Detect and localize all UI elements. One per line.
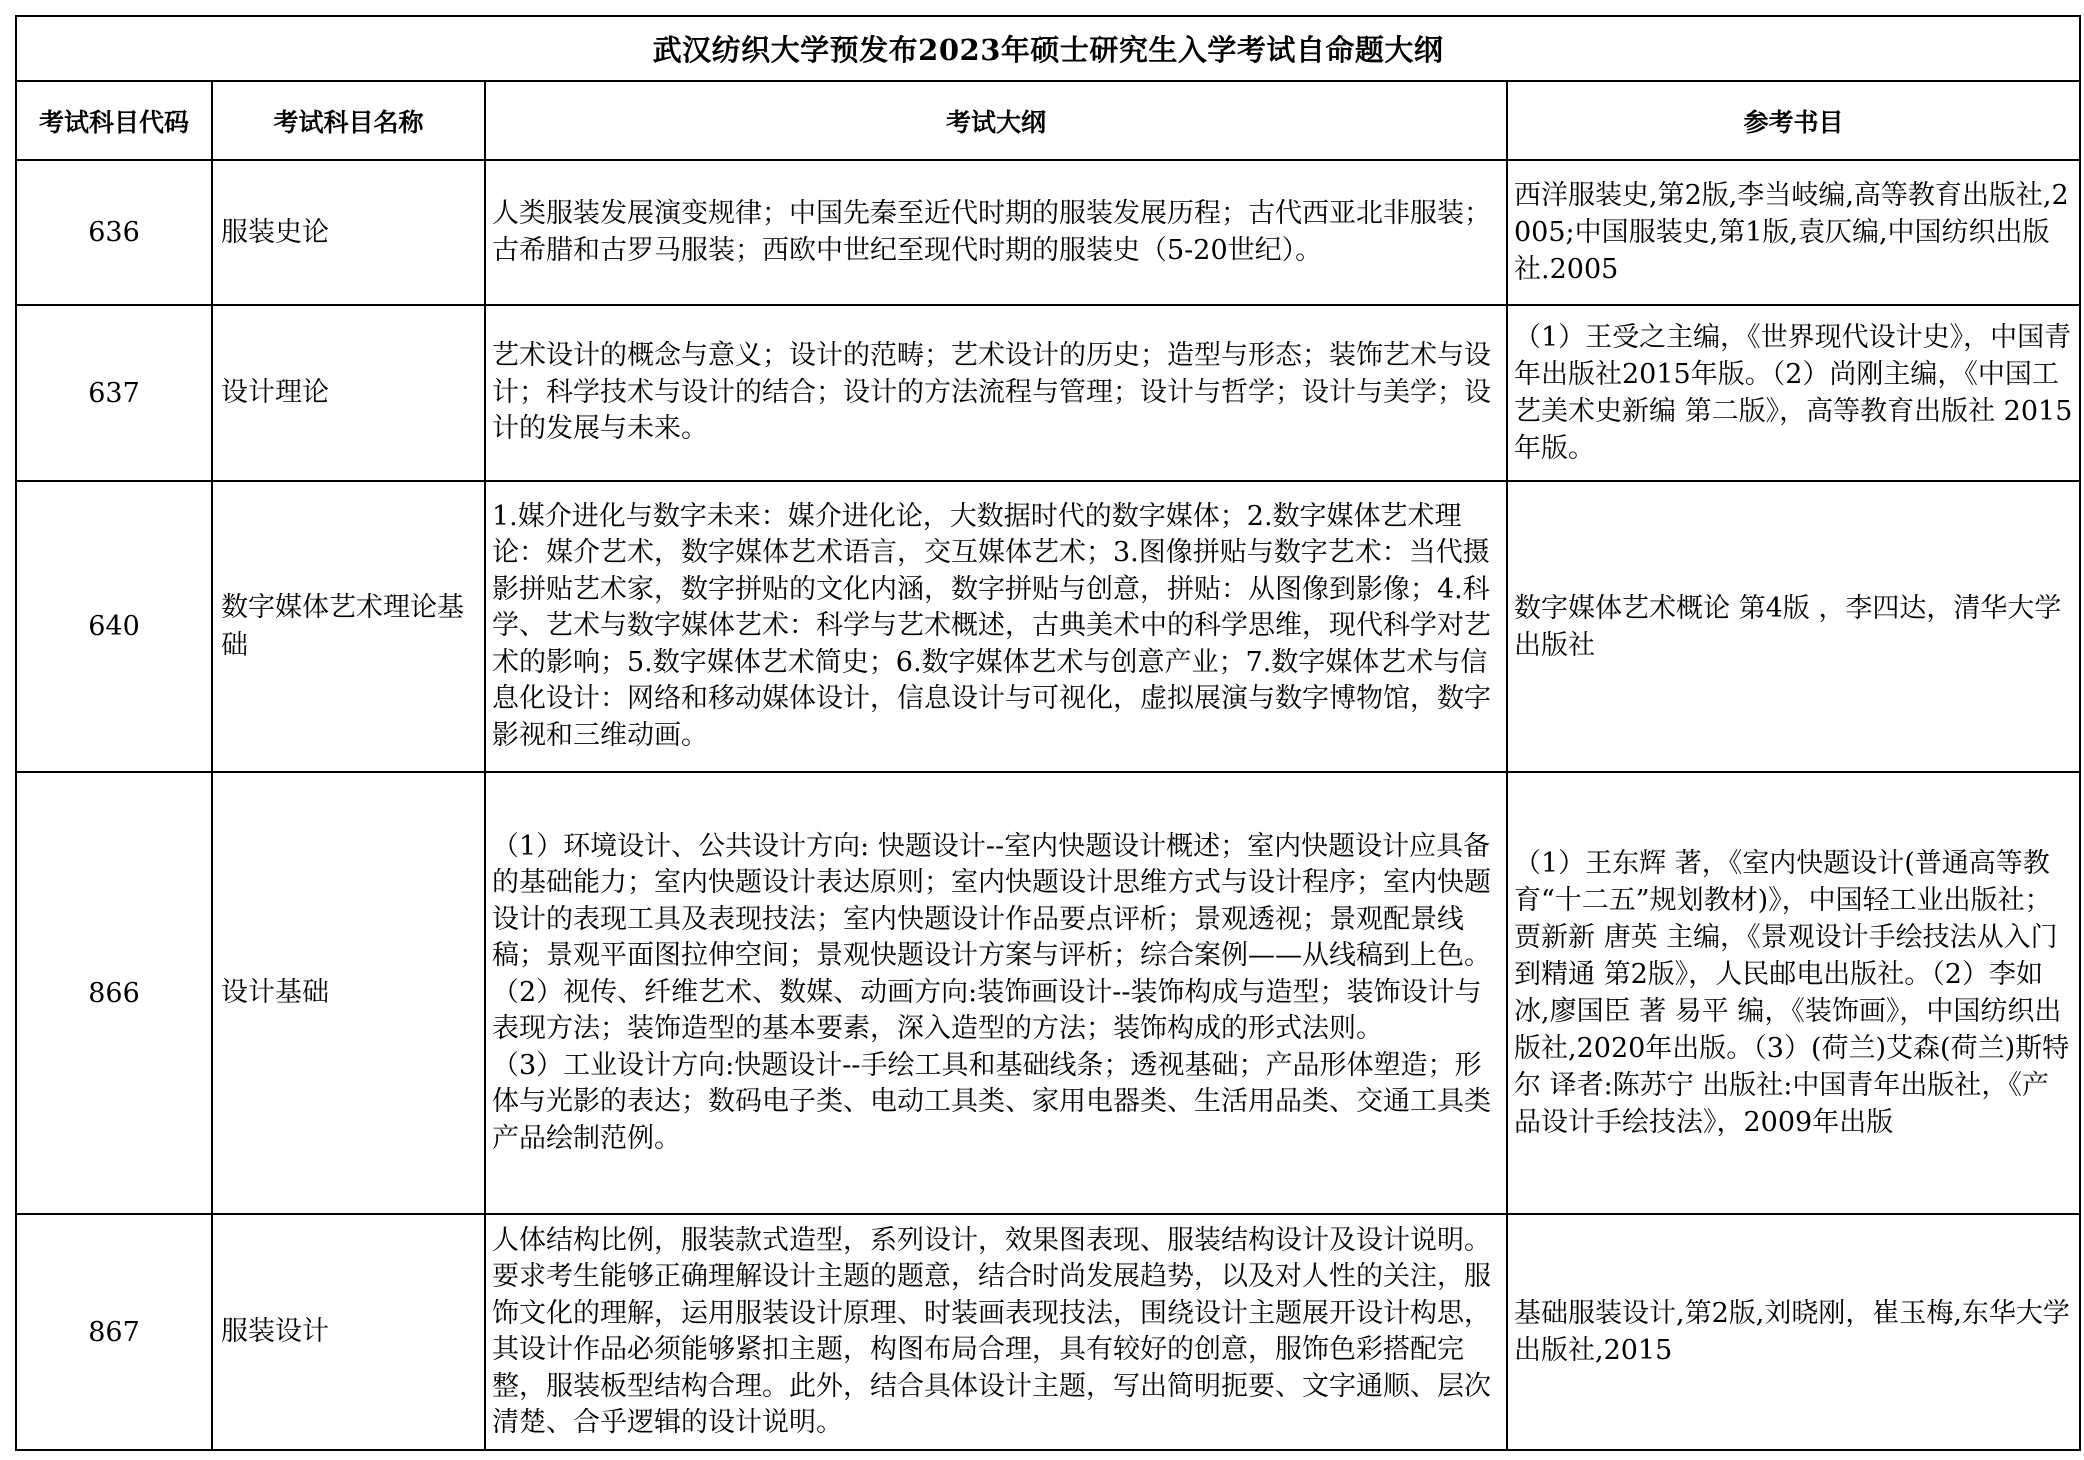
subject-name: 服装设计 xyxy=(212,1214,485,1450)
outline-paragraph: 1.媒介进化与数字未来：媒介进化论，大数据时代的数字媒体；2.数字媒体艺术理论：媒介艺术，数字媒体艺术语言，交互媒体艺术；3.图像拼贴与数字艺术：当代摄影拼贴艺术家，数字拼贴的文化内涵，数字拼贴与创意，拼贴：从图像到影像；4.科学、艺术与数字媒体艺术：科学与艺术概述，古典美术中的科学思维，现代科学对艺术的影响；5.数字媒体艺术简史；6.数字媒体艺术与创意产业；7.数字媒体艺术与信息化设计：网络和移动媒体设计，信息设计与可视化，虚拟展演与数字博物馆，数字影视和三维动画。 xyxy=(492,500,1491,751)
outline-paragraph: （2）视传、纤维艺术、数媒、动画方向:装饰画设计--装饰构成与造型；装饰设计与表现方法；装饰造型的基本要素，深入造型的方法；装饰构成的形式法则。 xyxy=(492,976,1482,1045)
reference-books xyxy=(1507,481,2080,772)
table-row xyxy=(16,305,2080,481)
exam-outline xyxy=(485,481,1507,772)
reference-text: 基础服装设计,第2版,刘晓刚，崔玉梅,东华大学出版社,2015 xyxy=(1514,1298,2070,1366)
subject-code: 867 xyxy=(16,1214,212,1450)
reference-books xyxy=(1507,772,2080,1214)
reference-text: 数字媒体艺术概论 第4版 ，李四达，清华大学出版社 xyxy=(1514,592,2062,661)
reference-text: 西洋服装史,第2版,李当岐编,高等教育出版社,2005;中国服装史,第1版,袁仄编,中国纺织出版社.2005 xyxy=(1514,180,2069,285)
subject-name: 设计基础 xyxy=(212,772,485,1214)
reference-books xyxy=(1507,305,2080,481)
title-row xyxy=(16,16,2080,81)
table-title: 武汉纺织大学预发布2023年硕士研究生入学考试自命题大纲 xyxy=(16,16,2080,81)
header-exam-outline: 考试大纲 xyxy=(485,81,1507,160)
header-subject-code: 考试科目代码 xyxy=(16,81,212,160)
subject-code: 637 xyxy=(16,305,212,481)
table-row xyxy=(16,1214,2080,1450)
subject-code: 866 xyxy=(16,772,212,1214)
exam-outline xyxy=(485,772,1507,1214)
subject-name: 设计理论 xyxy=(212,305,485,481)
outline-paragraph: 人类服装发展演变规律；中国先秦至近代时期的服装发展历程；古代西亚北非服装；古希腊和古罗马服装；西欧中世纪至现代时期的服装史（5-20世纪）。 xyxy=(492,198,1491,266)
header-subject-name: 考试科目名称 xyxy=(212,81,485,160)
reference-books xyxy=(1507,1214,2080,1450)
reference-books xyxy=(1507,160,2080,305)
outline-paragraph: 人体结构比例，服装款式造型，系列设计，效果图表现、服装结构设计及设计说明。要求考生能够正确理解设计主题的题意，结合时尚发展趋势，以及对人性的关注，服饰文化的理解，运用服装设计原理、时装画表现技法，围绕设计主题展开设计构思，其设计作品必须能够紧扣主题，构图布局合理，具有较好的创意，服饰色彩搭配完整，服装板型结构合理。此外，结合具体设计主题，写出简明扼要、文字通顺、层次清楚、合乎逻辑的设计说明。 xyxy=(492,1224,1491,1438)
reference-text: （1）王东辉 著，《室内快题设计(普通高等教育“十二五”规划教材)》，中国轻工业出版社；贾新新 唐英 主编，《景观设计手绘技法从入门到精通 第2版》，人民邮电出版社。（2）李如冰,廖国臣 著 易平 编，《装饰画》，中国纺织出版社,2020年出版。（3）(荷兰)艾森(荷兰)斯特尔 译者:陈苏宁 出版社:中国青年出版社，《产品设计手绘技法》，2009年出版 xyxy=(1514,848,2070,1138)
exam-outline xyxy=(485,160,1507,305)
table-row xyxy=(16,772,2080,1214)
table-row xyxy=(16,160,2080,305)
outline-paragraph: 艺术设计的概念与意义；设计的范畴；艺术设计的历史；造型与形态；装饰艺术与设计；科学技术与设计的结合；设计的方法流程与管理；设计与哲学；设计与美学；设计的发展与未来。 xyxy=(492,340,1491,445)
subject-code: 640 xyxy=(16,481,212,772)
reference-text: （1）王受之主编，《世界现代设计史》，中国青年出版社2015年版。（2）尚刚主编，《中国工艺美术史新编 第二版》，高等教育出版社 2015年版。 xyxy=(1514,322,2073,464)
header-reference-books: 参考书目 xyxy=(1507,81,2080,160)
header-row xyxy=(16,81,2080,160)
exam-outline xyxy=(485,305,1507,481)
subject-name: 数字媒体艺术理论基础 xyxy=(212,481,485,772)
outline-paragraph: （3）工业设计方向:快题设计--手绘工具和基础线条；透视基础；产品形体塑造；形体与光影的表达；数码电子类、电动工具类、家用电器类、生活用品类、交通工具类产品绘制范例。 xyxy=(492,1049,1491,1154)
subject-code: 636 xyxy=(16,160,212,305)
subject-name: 服装史论 xyxy=(212,160,485,305)
exam-outline xyxy=(485,1214,1507,1450)
outline-paragraph: （1）环境设计、公共设计方向: 快题设计--室内快题设计概述；室内快题设计应具备的基础能力；室内快题设计表达原则；室内快题设计思维方式与设计程序；室内快题设计的表现工具及表现技法；室内快题设计作品要点评析；景观透视；景观配景线稿；景观平面图拉伸空间；景观快题设计方案与评析；综合案例——从线稿到上色。 xyxy=(492,830,1491,972)
table-row xyxy=(16,481,2080,772)
syllabus-table xyxy=(15,15,2081,1451)
